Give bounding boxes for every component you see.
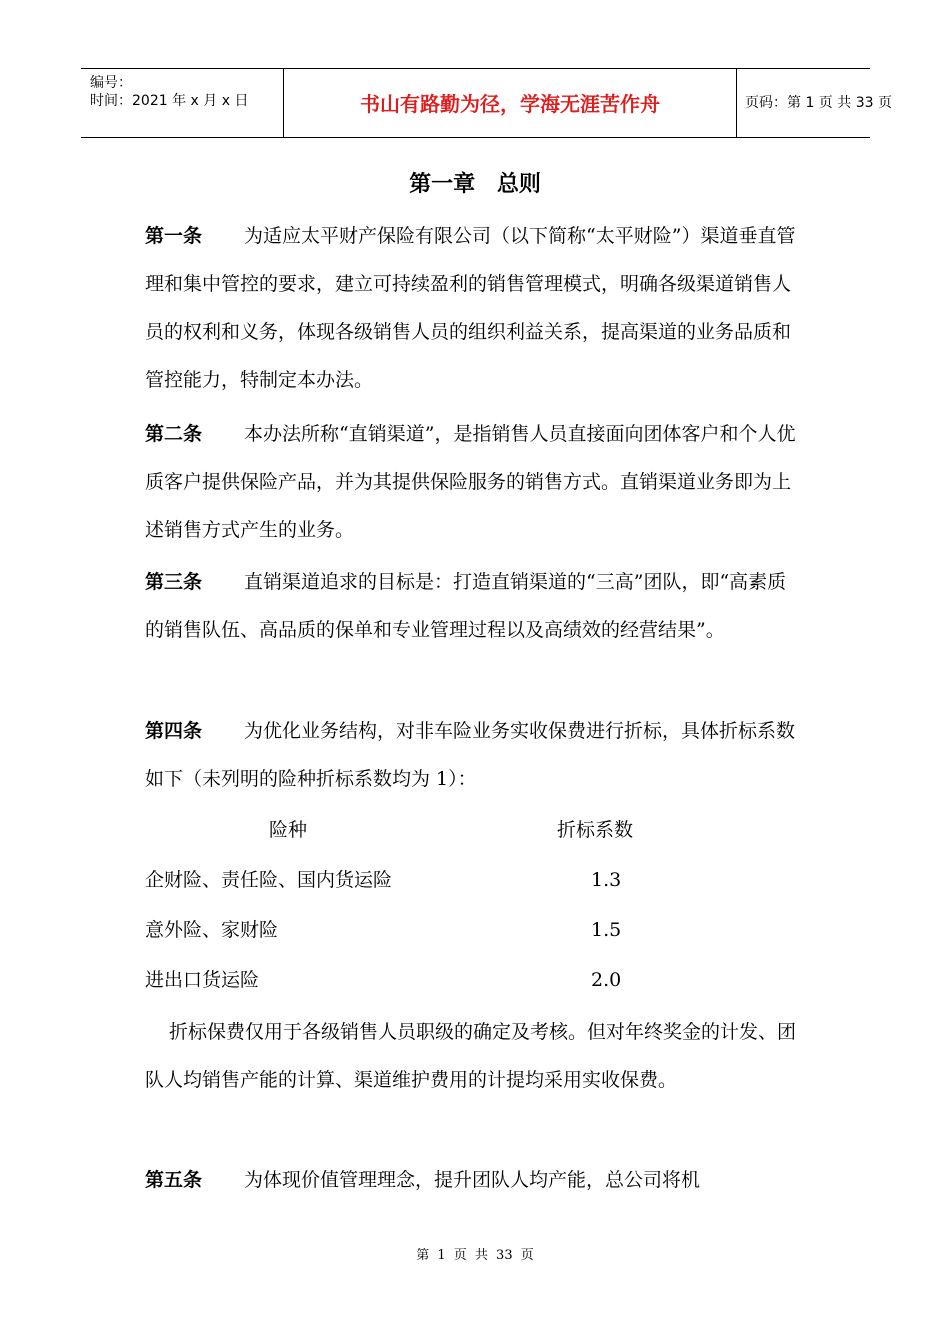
article-5-label: 第五条 [145, 1169, 203, 1191]
table-row [145, 860, 800, 900]
coef-header-type: 险种 [269, 819, 308, 841]
page-info: 页码：第 1 页 共 33 页 [745, 95, 892, 111]
coef-value: 1.5 [591, 919, 622, 941]
article-5 [145, 1156, 800, 1204]
coef-value: 1.3 [591, 869, 622, 891]
article-3 [145, 558, 800, 654]
motto-text: 书山有路勤为径，学海无涯苦作舟 [360, 92, 660, 116]
coef-header-value: 折标系数 [557, 819, 634, 841]
article-3-label: 第三条 [145, 571, 203, 593]
article-2-label: 第二条 [145, 423, 203, 445]
article-5-text: 为体现价值管理理念，提升团队人均产能，总公司将机 [244, 1169, 701, 1191]
coef-value: 2.0 [591, 969, 622, 991]
article-1-text: 为适应太平财产保险有限公司（以下简称“太平财险”）渠道垂直管理和集中管控的要求，建立可持续盈利的销售管理模式，明确各级渠道销售人员的权利和义务，体现各级销售人员的组织利益关系，提高渠道的业务品质和管控能力，特制定本办法。 [145, 225, 796, 391]
article-4 [145, 707, 800, 803]
header-meta-cell [81, 69, 283, 137]
coef-type: 意外险、家财险 [145, 919, 279, 941]
time-label: 时间：2021 年 x 月 x 日 [90, 93, 249, 109]
coef-type: 进出口货运险 [145, 969, 260, 991]
article-3-text: 直销渠道追求的目标是：打造直销渠道的“三高”团队，即“高素质的销售队伍、高品质的保单和专业管理过程以及高绩效的经营结果”。 [145, 571, 787, 641]
page-footer: 第 1 页 共 33 页 [416, 1248, 534, 1263]
chapter-title: 第一章 总则 [409, 172, 541, 197]
note-text: 折标保费仅用于各级销售人员职级的确定及考核。但对年终奖金的计发、团队人均销售产能的计算、渠道维护费用的计提均采用实收保费。 [145, 1021, 797, 1091]
article-4-text: 为优化业务结构，对非车险业务实收保费进行折标，具体折标系数如下（未列明的险种折标系数均为 1）： [145, 720, 796, 790]
coef-type: 企财险、责任险、国内货运险 [145, 869, 393, 891]
article-1 [145, 212, 800, 404]
header-page-cell [736, 69, 892, 137]
note-paragraph [145, 1008, 800, 1104]
article-4-label: 第四条 [145, 720, 203, 742]
document-header [81, 68, 892, 138]
article-2 [145, 410, 800, 554]
article-1-label: 第一条 [145, 225, 203, 247]
number-label: 编号： [90, 75, 132, 91]
header-motto-cell [283, 69, 737, 137]
table-row [145, 960, 800, 1000]
table-row [145, 910, 800, 950]
coef-table-header [145, 810, 800, 850]
article-2-text: 本办法所称“直销渠道”，是指销售人员直接面向团体客户和个人优质客户提供保险产品，并为其提供保险服务的销售方式。直销渠道业务即为上述销售方式产生的业务。 [145, 423, 796, 541]
